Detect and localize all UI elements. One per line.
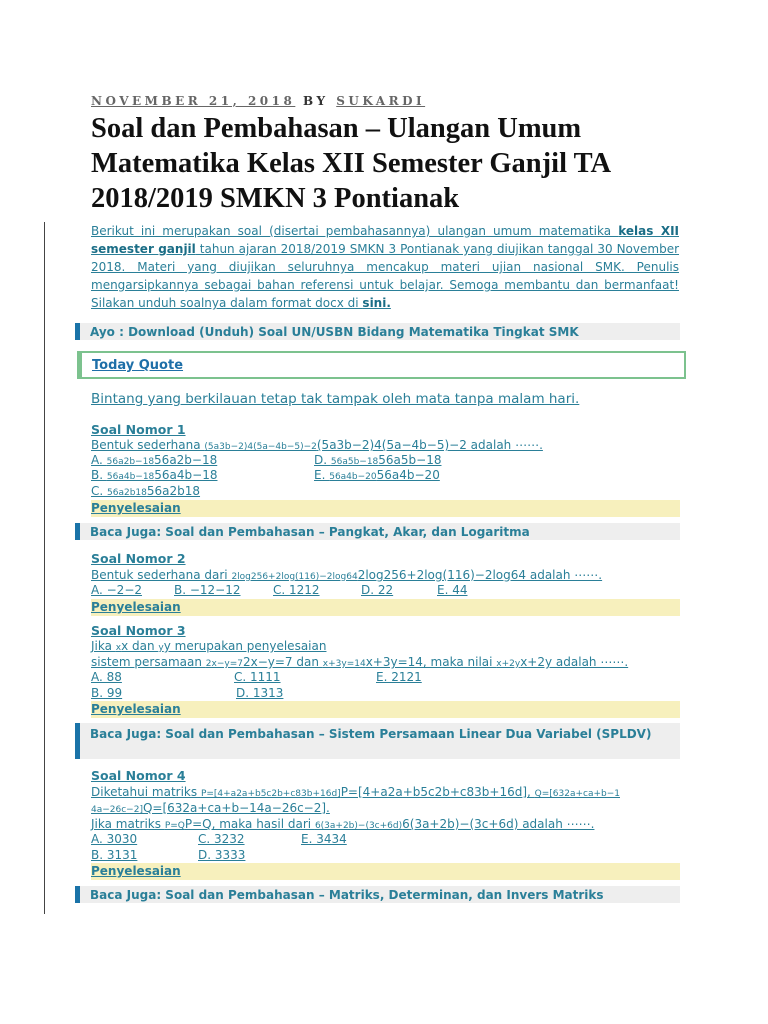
q1-b-sm: 56a4b−18 xyxy=(106,472,155,482)
q3-option-b[interactable]: B. 99 xyxy=(91,686,123,700)
q3-penyelesaian-toggle[interactable]: Penyelesaian xyxy=(91,701,680,718)
q2-penyelesaian-toggle[interactable]: Penyelesaian xyxy=(91,599,680,616)
q3-option-c[interactable]: C. 1111 xyxy=(234,670,281,684)
question-3-stem-line2 xyxy=(91,654,628,672)
q4-option-d[interactable]: D. 3333 xyxy=(198,848,246,862)
question-1-number: Soal Nomor 1 xyxy=(91,422,186,437)
q2-option-a[interactable]: A. −2−2 xyxy=(91,583,143,597)
q1-a-val: 56a2b−18 xyxy=(154,453,218,467)
q4-option-e[interactable]: E. 3434 xyxy=(301,832,347,846)
q1-d-label: D. xyxy=(314,453,331,467)
author-link[interactable]: SUKARDI xyxy=(336,94,426,108)
q4-l1-a: Diketahui matriks xyxy=(91,785,201,799)
q3-l2-sm1: 2x−y=7 xyxy=(205,659,243,669)
q4-l1-sm2: Q=[632a+ca+b−1 xyxy=(534,789,620,799)
post-date-link[interactable]: NOVEMBER 21, 2018 xyxy=(91,94,296,108)
q2-stem-a: Bentuk sederhana dari xyxy=(91,568,232,582)
q1-option-d[interactable] xyxy=(314,453,441,467)
today-quote-box: Today Quote xyxy=(77,351,686,379)
post-meta xyxy=(91,94,425,108)
q1-stem-b: (5a3b−2)4(5a−4b−5)−2 adalah ⋯⋯. xyxy=(316,438,543,452)
baca-juga-matriks-link[interactable]: Baca Juga: Soal dan Pembahasan – Matriks, Determinan, dan Invers Matriks xyxy=(75,886,680,903)
q4-l2-b: Q=[632a+ca+b−14a−26c−2]. xyxy=(142,801,330,815)
q4-l3-sm1: P=Q xyxy=(164,821,185,831)
q4-l1-b: P=[4+a2a+b5c2b+c83b+16d], xyxy=(340,785,535,799)
q1-d-val: 56a5b−18 xyxy=(378,453,442,467)
q1-b-label: B. xyxy=(91,468,107,482)
q3-l1-sm2: y xyxy=(158,643,164,653)
q3-option-e[interactable]: E. 2121 xyxy=(376,670,422,684)
q2-stem-b: 2log256+2log(116)−2log64 adalah ⋯⋯. xyxy=(357,568,603,582)
q3-l1-sm1: x xyxy=(115,643,122,653)
q3-l2-b: 2x−y=7 dan xyxy=(242,655,323,669)
baca-juga-pangkat-link[interactable]: Baca Juga: Soal dan Pembahasan – Pangkat, Akar, dan Logaritma xyxy=(75,523,680,540)
intro-text-2: tahun ajaran 2018/2019 SMKN 3 Pontianak yang diujikan tanggal 30 November 2018. Materi yang diujikan seluruhnya mencakup materi ujian nasional SMK. Penulis mengarsipkannya sebagai bahan referensi untuk belajar. Semoga membantu dan bermanfaat! Silakan unduh soalnya dalam format docx di xyxy=(91,242,680,310)
q2-option-b[interactable]: B. −12−12 xyxy=(174,583,241,597)
q4-l1-sm: P=[4+a2a+b5c2b+c83b+16d] xyxy=(200,789,341,799)
left-vertical-rule xyxy=(44,222,45,914)
q2-stem-sm: 2log256+2log(116)−2log64 xyxy=(231,572,358,582)
q3-l1-b: x dan xyxy=(121,639,159,653)
q3-l2-sm3: x+2y xyxy=(496,659,521,669)
q4-l3-c: 6(3a+2b)−(3c+6d) adalah ⋯⋯. xyxy=(402,817,595,831)
q4-penyelesaian-toggle[interactable]: Penyelesaian xyxy=(91,863,680,880)
question-2-number: Soal Nomor 2 xyxy=(91,551,186,566)
intro-bold: kelas XII semester ganjil xyxy=(91,224,679,256)
quote-text: Bintang yang berkilauan tetap tak tampak oleh mata tanpa malam hari. xyxy=(91,391,580,407)
q3-l2-sm2: x+3y=14 xyxy=(322,659,366,669)
q4-l3-b: P=Q, maka hasil dari xyxy=(184,817,315,831)
q1-a-sm: 56a2b−18 xyxy=(106,457,155,467)
q4-option-c[interactable]: C. 3232 xyxy=(198,832,245,846)
q1-stem-sm: (5a3b−2)4(5a−4b−5)−2 xyxy=(204,442,317,452)
q3-l2-c: x+3y=14, maka nilai xyxy=(365,655,497,669)
question-3-number: Soal Nomor 3 xyxy=(91,623,186,638)
question-2-stem xyxy=(91,567,602,585)
q1-e-label: E. xyxy=(314,468,330,482)
q1-c-val: 56a2b18 xyxy=(146,484,201,498)
q4-l3-a: Jika matriks xyxy=(91,817,165,831)
q2-option-c[interactable]: C. 1212 xyxy=(273,583,320,597)
q4-l3-sm2: 6(3a+2b)−(3c+6d) xyxy=(314,821,403,831)
q1-option-e[interactable] xyxy=(314,468,440,482)
q3-l1-c: y merupakan penyelesaian xyxy=(163,639,327,653)
q4-option-b[interactable]: B. 3131 xyxy=(91,848,138,862)
q1-e-val: 56a4b−20 xyxy=(376,468,440,482)
q1-d-sm: 56a5b−18 xyxy=(330,457,379,467)
q3-option-d[interactable]: D. 1313 xyxy=(236,686,284,700)
question-4-number: Soal Nomor 4 xyxy=(91,768,186,783)
intro-paragraph xyxy=(91,222,679,312)
q2-option-e[interactable]: E. 44 xyxy=(437,583,468,597)
q1-e-sm: 56a4b−20 xyxy=(329,472,377,482)
q4-l2-sm: 4a−26c−2] xyxy=(91,805,143,815)
post-title: Soal dan Pembahasan – Ulangan Umum Matematika Kelas XII Semester Ganjil TA 2018/2019 SMKN 3 Pontianak xyxy=(91,113,610,214)
q1-option-c[interactable] xyxy=(91,484,200,498)
download-here-link[interactable]: sini. xyxy=(362,296,391,310)
q3-l2-a: sistem persamaan xyxy=(91,655,206,669)
baca-juga-spldv-link[interactable]: Baca Juga: Soal dan Pembahasan – Sistem Persamaan Linear Dua Variabel (SPLDV) xyxy=(75,723,680,759)
q1-a-label: A. xyxy=(91,453,107,467)
q1-option-b[interactable] xyxy=(91,468,217,482)
q3-l1-a: Jika xyxy=(91,639,116,653)
q1-c-label: C. xyxy=(91,484,108,498)
q1-c-sm: 56a2b18 xyxy=(107,488,147,498)
intro-text-1: Berikut ini merupakan soal (disertai pembahasannya) ulangan umum matematika xyxy=(91,224,619,238)
q2-option-d[interactable]: D. 22 xyxy=(361,583,394,597)
q1-stem-a: Bentuk sederhana xyxy=(91,438,205,452)
q1-option-a[interactable] xyxy=(91,453,217,467)
q4-option-a[interactable]: A. 3030 xyxy=(91,832,138,846)
q1-b-val: 56a4b−18 xyxy=(154,468,218,482)
q1-penyelesaian-toggle[interactable]: Penyelesaian xyxy=(91,500,680,517)
download-banner[interactable]: Ayo : Download (Unduh) Soal UN/USBN Bidang Matematika Tingkat SMK xyxy=(75,323,680,340)
q3-option-a[interactable]: A. 88 xyxy=(91,670,122,684)
by-label: BY xyxy=(303,94,329,108)
q3-l2-d: x+2y adalah ⋯⋯. xyxy=(520,655,629,669)
